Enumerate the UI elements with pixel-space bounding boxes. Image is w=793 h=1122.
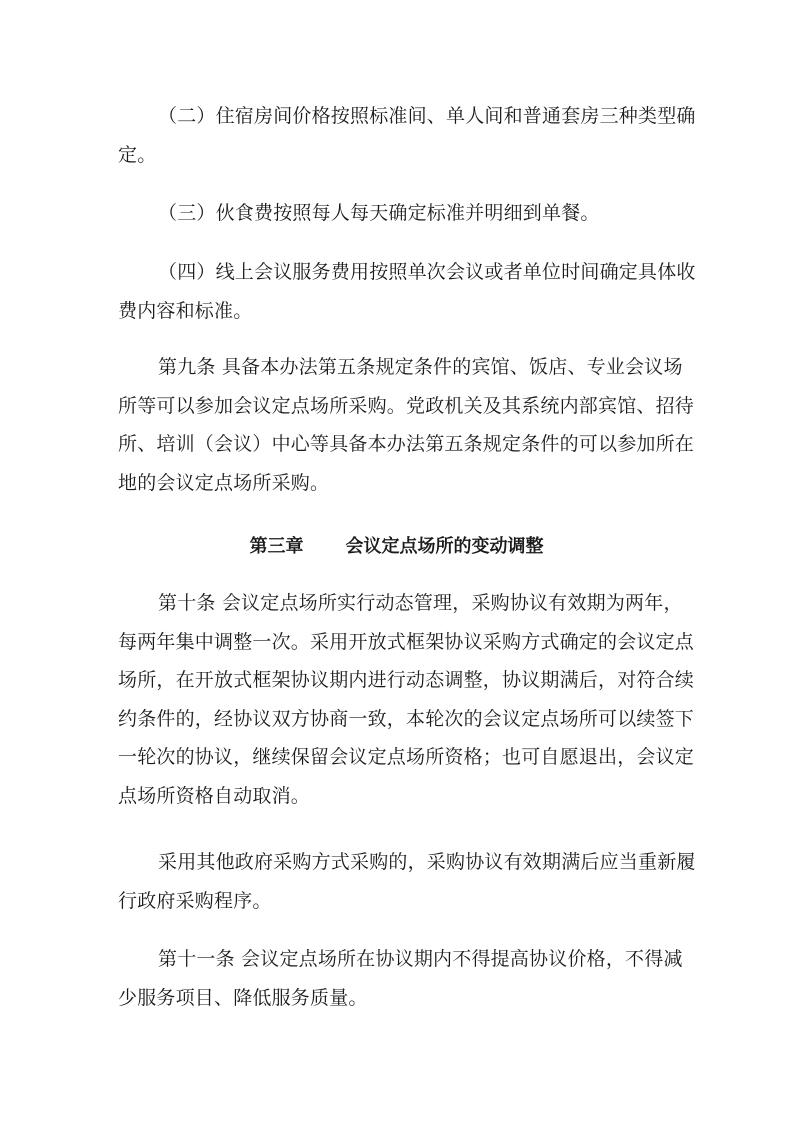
paragraph-article-9 — [118, 348, 695, 502]
text-line: 地的会议定点场所采购。 — [118, 471, 330, 494]
text-line: 定。 — [118, 143, 157, 166]
chapter-number: 第三章 — [249, 536, 304, 557]
text-line: 费内容和标准。 — [118, 299, 253, 322]
text-line: 少服务项目、降低服务质量。 — [118, 986, 368, 1009]
chapter-heading — [0, 531, 793, 563]
text-line: 行政府采购程序。 — [118, 889, 272, 912]
text-line: 所、培训（会议）中心等具备本办法第五条规定条件的可以参加所在 — [118, 433, 695, 455]
text-line: 一轮次的协议，继续保留会议定点场所资格；也可自愿退出，会议定 — [118, 746, 695, 768]
text-line: 每两年集中调整一次。采用开放式框架协议采购方式确定的会议定点 — [118, 630, 695, 653]
text-line: 第十一条 会议定点场所在协议期内不得提高协议价格，不得减 — [158, 948, 683, 970]
paragraph-meal-cost — [118, 194, 678, 233]
text-line: 采用其他政府采购方式采购的，采购协议有效期满后应当重新履 — [158, 851, 696, 873]
paragraph-article-10 — [118, 584, 695, 815]
paragraph-other-procurement — [118, 843, 696, 920]
paragraph-online-service-fee — [118, 253, 696, 330]
text-line: （二）住宿房间价格按照标准间、单人间和普通套房三种类型确 — [158, 105, 696, 127]
paragraph-housing-price — [118, 97, 696, 174]
text-line: 约条件的，经协议双方协商一致，本轮次的会议定点场所可以续签下 — [118, 707, 695, 730]
paragraph-article-11 — [118, 940, 683, 1017]
text-line: （四）线上会议服务费用按照单次会议或者单位时间确定具体收 — [158, 261, 696, 283]
text-line: 场所，在开放式框架协议期内进行动态调整，协议期满后，对符合续 — [118, 669, 695, 691]
text-line: （三）伙食费按照每人每天确定标准并明细到单餐。 — [158, 202, 600, 224]
text-line: 第九条 具备本办法第五条规定条件的宾馆、饭店、专业会议场 — [158, 356, 683, 378]
chapter-title: 会议定点场所的变动调整 — [345, 536, 544, 557]
text-line: 所等可以参加会议定点场所采购。党政机关及其系统内部宾馆、招待 — [118, 394, 695, 417]
text-line: 点场所资格自动取消。 — [118, 784, 311, 807]
text-line: 第十条 会议定点场所实行动态管理，采购协议有效期为两年， — [158, 592, 683, 614]
